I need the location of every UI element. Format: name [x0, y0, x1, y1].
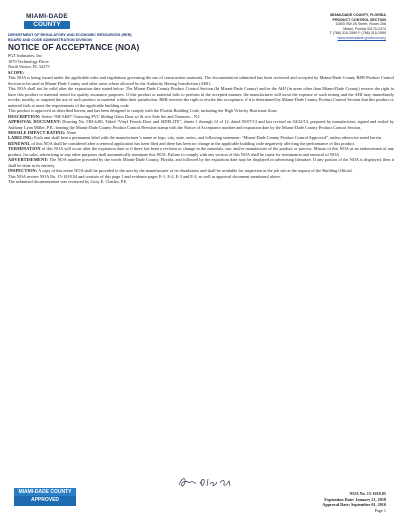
inspection-text: A copy of this entire NOA shall be provided to the user by the manufacturer or its distributors and shall be available for inspection at the job site at the request of the Building Official. [38, 168, 353, 174]
address-city: North Venice, FL 34275 [8, 64, 50, 69]
advertisement-section [8, 157, 394, 168]
termination-section [8, 146, 394, 157]
header-phone: T (786) 315-2590 F (786) 315-2599 [329, 31, 386, 36]
footer-page: Page 1 [374, 507, 386, 513]
approval-document-label: APPROVAL DOCUMENT: [8, 119, 61, 125]
termination-label: TERMINATION [8, 146, 41, 152]
scope-paragraph-1: This NOA is being issued under the applicable rules and regulations governing the use of construction materials. The documentation submitted has been reviewed and accepted by Miami-Dade County RER-Product Control Section to be used in Miami-Dade County and other areas where allowed by the Authority Having Jurisdiction (AHJ). [8, 75, 394, 86]
approval-document-text: Drawing No. 5HI-4481, Titled “Vinyl French Door and SIDELITE”, sheets 1 through 12 of 12, dated 05/07/13 and last revised on 04/22/13, prepared by manufacturer, signed and sealed by Anthony Lynn Miller, P.E., bearing the Miami-Dade County Product Control Revision stamp with the Notice of Acceptance number and expiration date by the Miami-Dade County Product Control Section. [8, 119, 395, 130]
inspection-label: INSPECTION: [8, 168, 38, 174]
footer-noa-info [322, 491, 386, 513]
seal-line2: APPROVED [30, 497, 60, 503]
revises-paragraph: This NOA revises NOA No. 15-1018.04 and consists of this page 1 and evidence pages E-1, E-2, E-3 and E-3, as well as approval document mentioned above. [8, 173, 282, 179]
inspection-section [8, 168, 394, 173]
recipient-address [8, 53, 50, 70]
approval-document-section [8, 119, 394, 130]
labeling-label: LABELING: [8, 135, 34, 141]
renewal-label: RENEWAL [8, 140, 31, 146]
approved-seal-logo [14, 488, 76, 506]
labeling-text: Each unit shall bear a permanent label with the manufacturer’s name or logo, city, state, series, and following statement: “Miami-Dade County Product Control Approved”, unless otherwise noted herein. [34, 135, 383, 141]
header-dept: PRODUCT CONTROL SECTION [332, 17, 386, 22]
logo-line2: COUNTY [24, 21, 70, 29]
header-url-link[interactable]: www.miamidade.gov/economy [337, 35, 386, 40]
header-city: Miami, Florida 33175-2474 [343, 26, 386, 31]
termination-text: of this NOA will occur after the expiration date or if there has been a revision or change in the materials, use, and/or manufacture of the product or process. Misuse of this NOA as an endorsement of any product, for sales, advertising or any other purposes shall automatically terminate this NOA. Failure to comply with any section of this NOA shall be cause for termination and removal of NOA. [8, 146, 395, 157]
scope-paragraph-2: This NOA shall not be valid after the expiration date stated below. The Miami-Dade County Product Control Section (In Miami-Dade County) and/or the AHJ (in areas other than Miami-Dade County) reserve the right to have this product or material tested for quality assurance purposes. If this product or material fails to perform in the accepted manner, the manufacturer will incur the expense of such testing and the AHJ may immediately revoke, modify, or suspend the use of such product or material within their jurisdiction. RER reserves the right to revoke this acceptance, if it is determined by Miami-Dade County Product Control Section that this product or material fails to meet the requirements of the applicable building code. [8, 86, 394, 108]
page-title: NOTICE OF ACCEPTANCE (NOA) [8, 43, 140, 52]
scope-label: SCOPE: [8, 70, 25, 75]
header-org: MIAMI-DADE COUNTY, FLORIDA [330, 13, 386, 17]
submitted-paragraph: The submitted documentation was reviewed by Lissy E. Charles, P.E. [8, 179, 128, 185]
footer-expiration: Expiration Date: January 21, 2018 [324, 496, 386, 502]
description-text: Series “SH-5460” Outswing PVC Sliding Glass Door w/ & w/o Side lite and Transom – N.I. [41, 113, 201, 119]
seal-line1: MIAMI-DADE COUNTY [14, 488, 76, 496]
address-company: PGT Industries, Inc. [8, 53, 43, 58]
dept-line2: BOARD AND CODE ADMINISTRATION DIVISION [8, 38, 92, 42]
miami-dade-logo [24, 13, 70, 29]
missile-impact-text: None [66, 129, 76, 135]
handwritten-signature [176, 474, 240, 490]
document-body [8, 70, 394, 185]
department-block [8, 33, 132, 43]
advertisement-text: The NOA number preceded by the words Miami-Dade County, Florida, and followed by the expiration date may be displayed in advertising literature. If any portion of the NOA is displayed, then it shall be done in its entirety. [8, 157, 395, 168]
footer-approval: Approval Date: September 01, 2016 [322, 502, 386, 508]
address-street: 1070 Technology Drive [8, 58, 49, 64]
header-address: 11805 SW 26 Street, Room 208 [335, 22, 386, 27]
header-contact-block [330, 13, 386, 41]
renewal-text: of this NOA shall be considered after a renewal application has been filed and there has been no change in the applicable building code negatively affecting the performance of this product. [31, 140, 356, 146]
advertisement-label: ADVERTISEMENT: [8, 157, 49, 163]
footer-noa-number: NOA No. 15-1018.05 [349, 491, 386, 496]
dept-line1: DEPARTMENT OF REGULATORY AND ECONOMIC RESOURCES (RER) [8, 33, 132, 37]
description-label: DESCRIPTION: [8, 113, 41, 119]
missile-impact-label: MISSILE IMPACT RATING: [8, 129, 66, 135]
logo-line1: MIAMI-DADE [26, 13, 68, 20]
scope-paragraph-3: This product is approved as described herein, and has been designed to comply with the Florida Building Code, including the High Velocity Hurricane Zone. [8, 108, 278, 114]
